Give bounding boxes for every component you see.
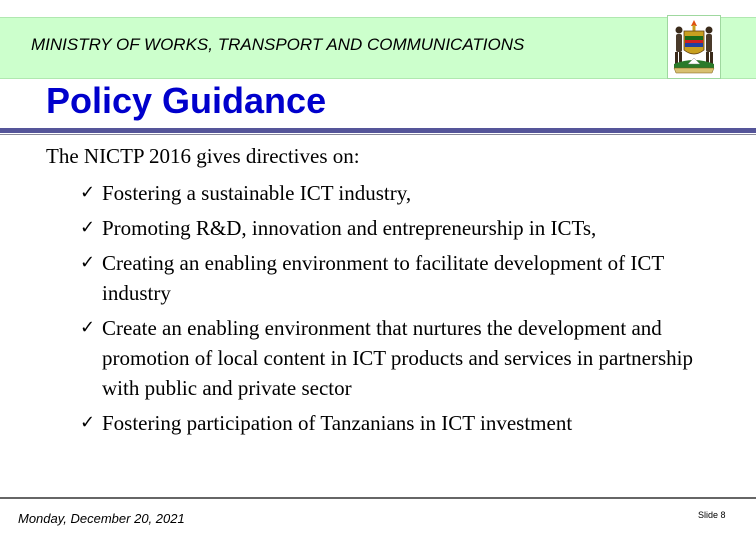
bullet-item: [80, 313, 730, 403]
footer-divider: [0, 497, 756, 499]
footer-date: Monday, December 20, 2021: [18, 511, 185, 526]
bullet-text: Create an enabling environment that nurtures the development and promotion of local content in ICT products and services in partnership with public and private sector: [102, 316, 693, 400]
title-divider-thin: [0, 134, 756, 135]
bullet-text: Fostering participation of Tanzanians in ICT investment: [102, 411, 573, 435]
check-icon: ✓: [80, 182, 96, 203]
check-icon: ✓: [80, 317, 96, 338]
slide-number: Slide 8: [698, 510, 726, 520]
check-icon: ✓: [80, 217, 96, 238]
title-divider: [0, 128, 756, 133]
bullet-item: [80, 248, 730, 308]
bullet-text: Creating an enabling environment to facilitate development of ICT industry: [102, 251, 664, 305]
intro-text: The NICTP 2016 gives directives on:: [46, 144, 360, 168]
coat-of-arms-icon: [667, 15, 721, 79]
bullet-text: Promoting R&D, innovation and entrepreneurship in ICTs,: [102, 216, 597, 240]
bullet-text: Fostering a sustainable ICT industry,: [102, 181, 412, 205]
bullet-item: [80, 178, 730, 208]
ministry-header: MINISTRY OF WORKS, TRANSPORT AND COMMUNICATIONS: [31, 35, 525, 54]
bullet-item: [80, 213, 730, 243]
check-icon: ✓: [80, 252, 96, 273]
slide-title: Policy Guidance: [46, 80, 327, 121]
bullet-list: [80, 178, 730, 443]
bullet-item: [80, 408, 730, 438]
check-icon: ✓: [80, 412, 96, 433]
